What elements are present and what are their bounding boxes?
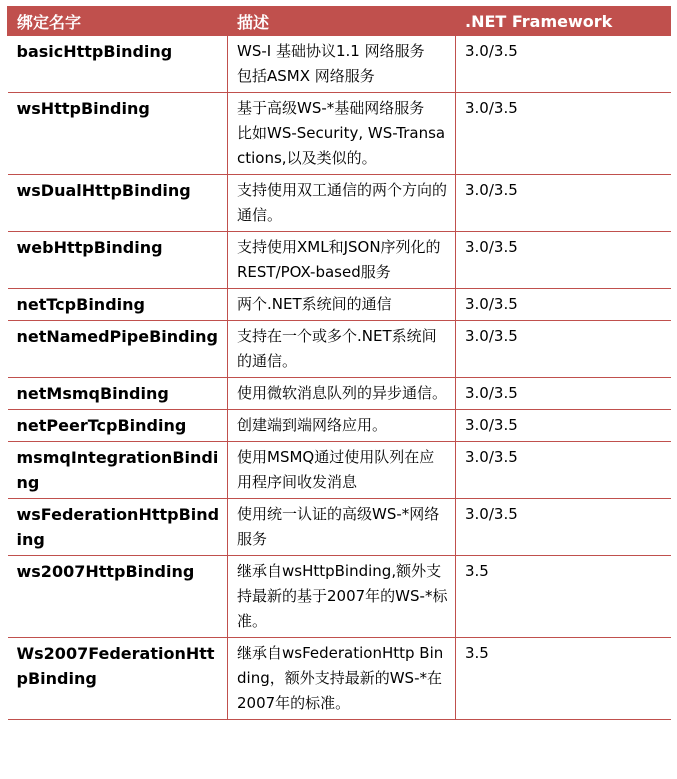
table-row (8, 378, 671, 410)
description-line: 支持使用XML和JSON序列化的REST/POX-based服务 (237, 238, 441, 281)
framework-version-cell: 3.0/3.5 (456, 499, 671, 556)
description-cell (228, 36, 456, 93)
header-binding-name: 绑定名字 (8, 7, 228, 36)
binding-name-cell: Ws2007FederationHttpBinding (8, 638, 228, 720)
framework-version-cell: 3.0/3.5 (456, 175, 671, 232)
description-line: 支持使用双工通信的两个方向的通信。 (237, 181, 448, 224)
framework-version-cell: 3.0/3.5 (456, 232, 671, 289)
table-row (8, 321, 671, 378)
framework-version-cell: 3.0/3.5 (456, 442, 671, 499)
table-row (8, 36, 671, 93)
description-cell (228, 232, 456, 289)
table-row (8, 410, 671, 442)
binding-name-cell: netMsmqBinding (8, 378, 228, 410)
table-row (8, 289, 671, 321)
description-line: 包括ASMX 网络服务 (237, 67, 375, 85)
binding-name-cell: basicHttpBinding (8, 36, 228, 93)
table-row (8, 442, 671, 499)
table-row (8, 556, 671, 638)
description-cell (228, 321, 456, 378)
framework-version-cell: 3.0/3.5 (456, 410, 671, 442)
description-line: 基于高级WS-*基础网络服务 (237, 99, 425, 117)
framework-version-cell: 3.5 (456, 556, 671, 638)
description-line: 两个.NET系统间的通信 (237, 295, 392, 313)
bindings-table-container (7, 6, 671, 720)
description-line: 比如WS-Security, WS-Transactions,以及类似的。 (237, 124, 446, 167)
header-net-framework: .NET Framework (456, 7, 671, 36)
framework-version-cell: 3.5 (456, 638, 671, 720)
description-cell (228, 556, 456, 638)
description-line: 继承自wsFederationHttp Binding，额外支持最新的WS-*在2007年的标准。 (237, 644, 444, 712)
framework-version-cell: 3.0/3.5 (456, 378, 671, 410)
description-line: WS-I 基础协议1.1 网络服务 (237, 42, 425, 60)
table-row (8, 638, 671, 720)
binding-name-cell: webHttpBinding (8, 232, 228, 289)
table-row (8, 232, 671, 289)
description-cell (228, 499, 456, 556)
table-row (8, 175, 671, 232)
table-header (8, 7, 671, 36)
description-cell (228, 378, 456, 410)
bindings-table (7, 6, 671, 720)
binding-name-cell: msmqIntegrationBinding (8, 442, 228, 499)
description-cell (228, 289, 456, 321)
binding-name-cell: netTcpBinding (8, 289, 228, 321)
header-row (8, 7, 671, 36)
description-line: 支持在一个或多个.NET系统间的通信。 (237, 327, 437, 370)
framework-version-cell: 3.0/3.5 (456, 289, 671, 321)
description-cell (228, 442, 456, 499)
binding-name-cell: wsHttpBinding (8, 93, 228, 175)
binding-name-cell: ws2007HttpBinding (8, 556, 228, 638)
description-line: 使用MSMQ通过使用队列在应用程序间收发消息 (237, 448, 435, 491)
framework-version-cell: 3.0/3.5 (456, 321, 671, 378)
framework-version-cell: 3.0/3.5 (456, 36, 671, 93)
binding-name-cell: wsFederationHttpBinding (8, 499, 228, 556)
binding-name-cell: netPeerTcpBinding (8, 410, 228, 442)
description-line: 继承自wsHttpBinding,额外支持最新的基于2007年的WS-*标准。 (237, 562, 448, 630)
description-line: 创建端到端网络应用。 (237, 416, 388, 434)
table-row (8, 499, 671, 556)
binding-name-cell: wsDualHttpBinding (8, 175, 228, 232)
table-row (8, 93, 671, 175)
description-cell (228, 93, 456, 175)
description-cell (228, 175, 456, 232)
description-cell (228, 638, 456, 720)
description-cell (228, 410, 456, 442)
binding-name-cell: netNamedPipeBinding (8, 321, 228, 378)
table-body (8, 36, 671, 720)
description-line: 使用微软消息队列的异步通信。 (237, 384, 448, 402)
description-line: 使用统一认证的高级WS-*网络服务 (237, 505, 440, 548)
header-description: 描述 (228, 7, 456, 36)
framework-version-cell: 3.0/3.5 (456, 93, 671, 175)
